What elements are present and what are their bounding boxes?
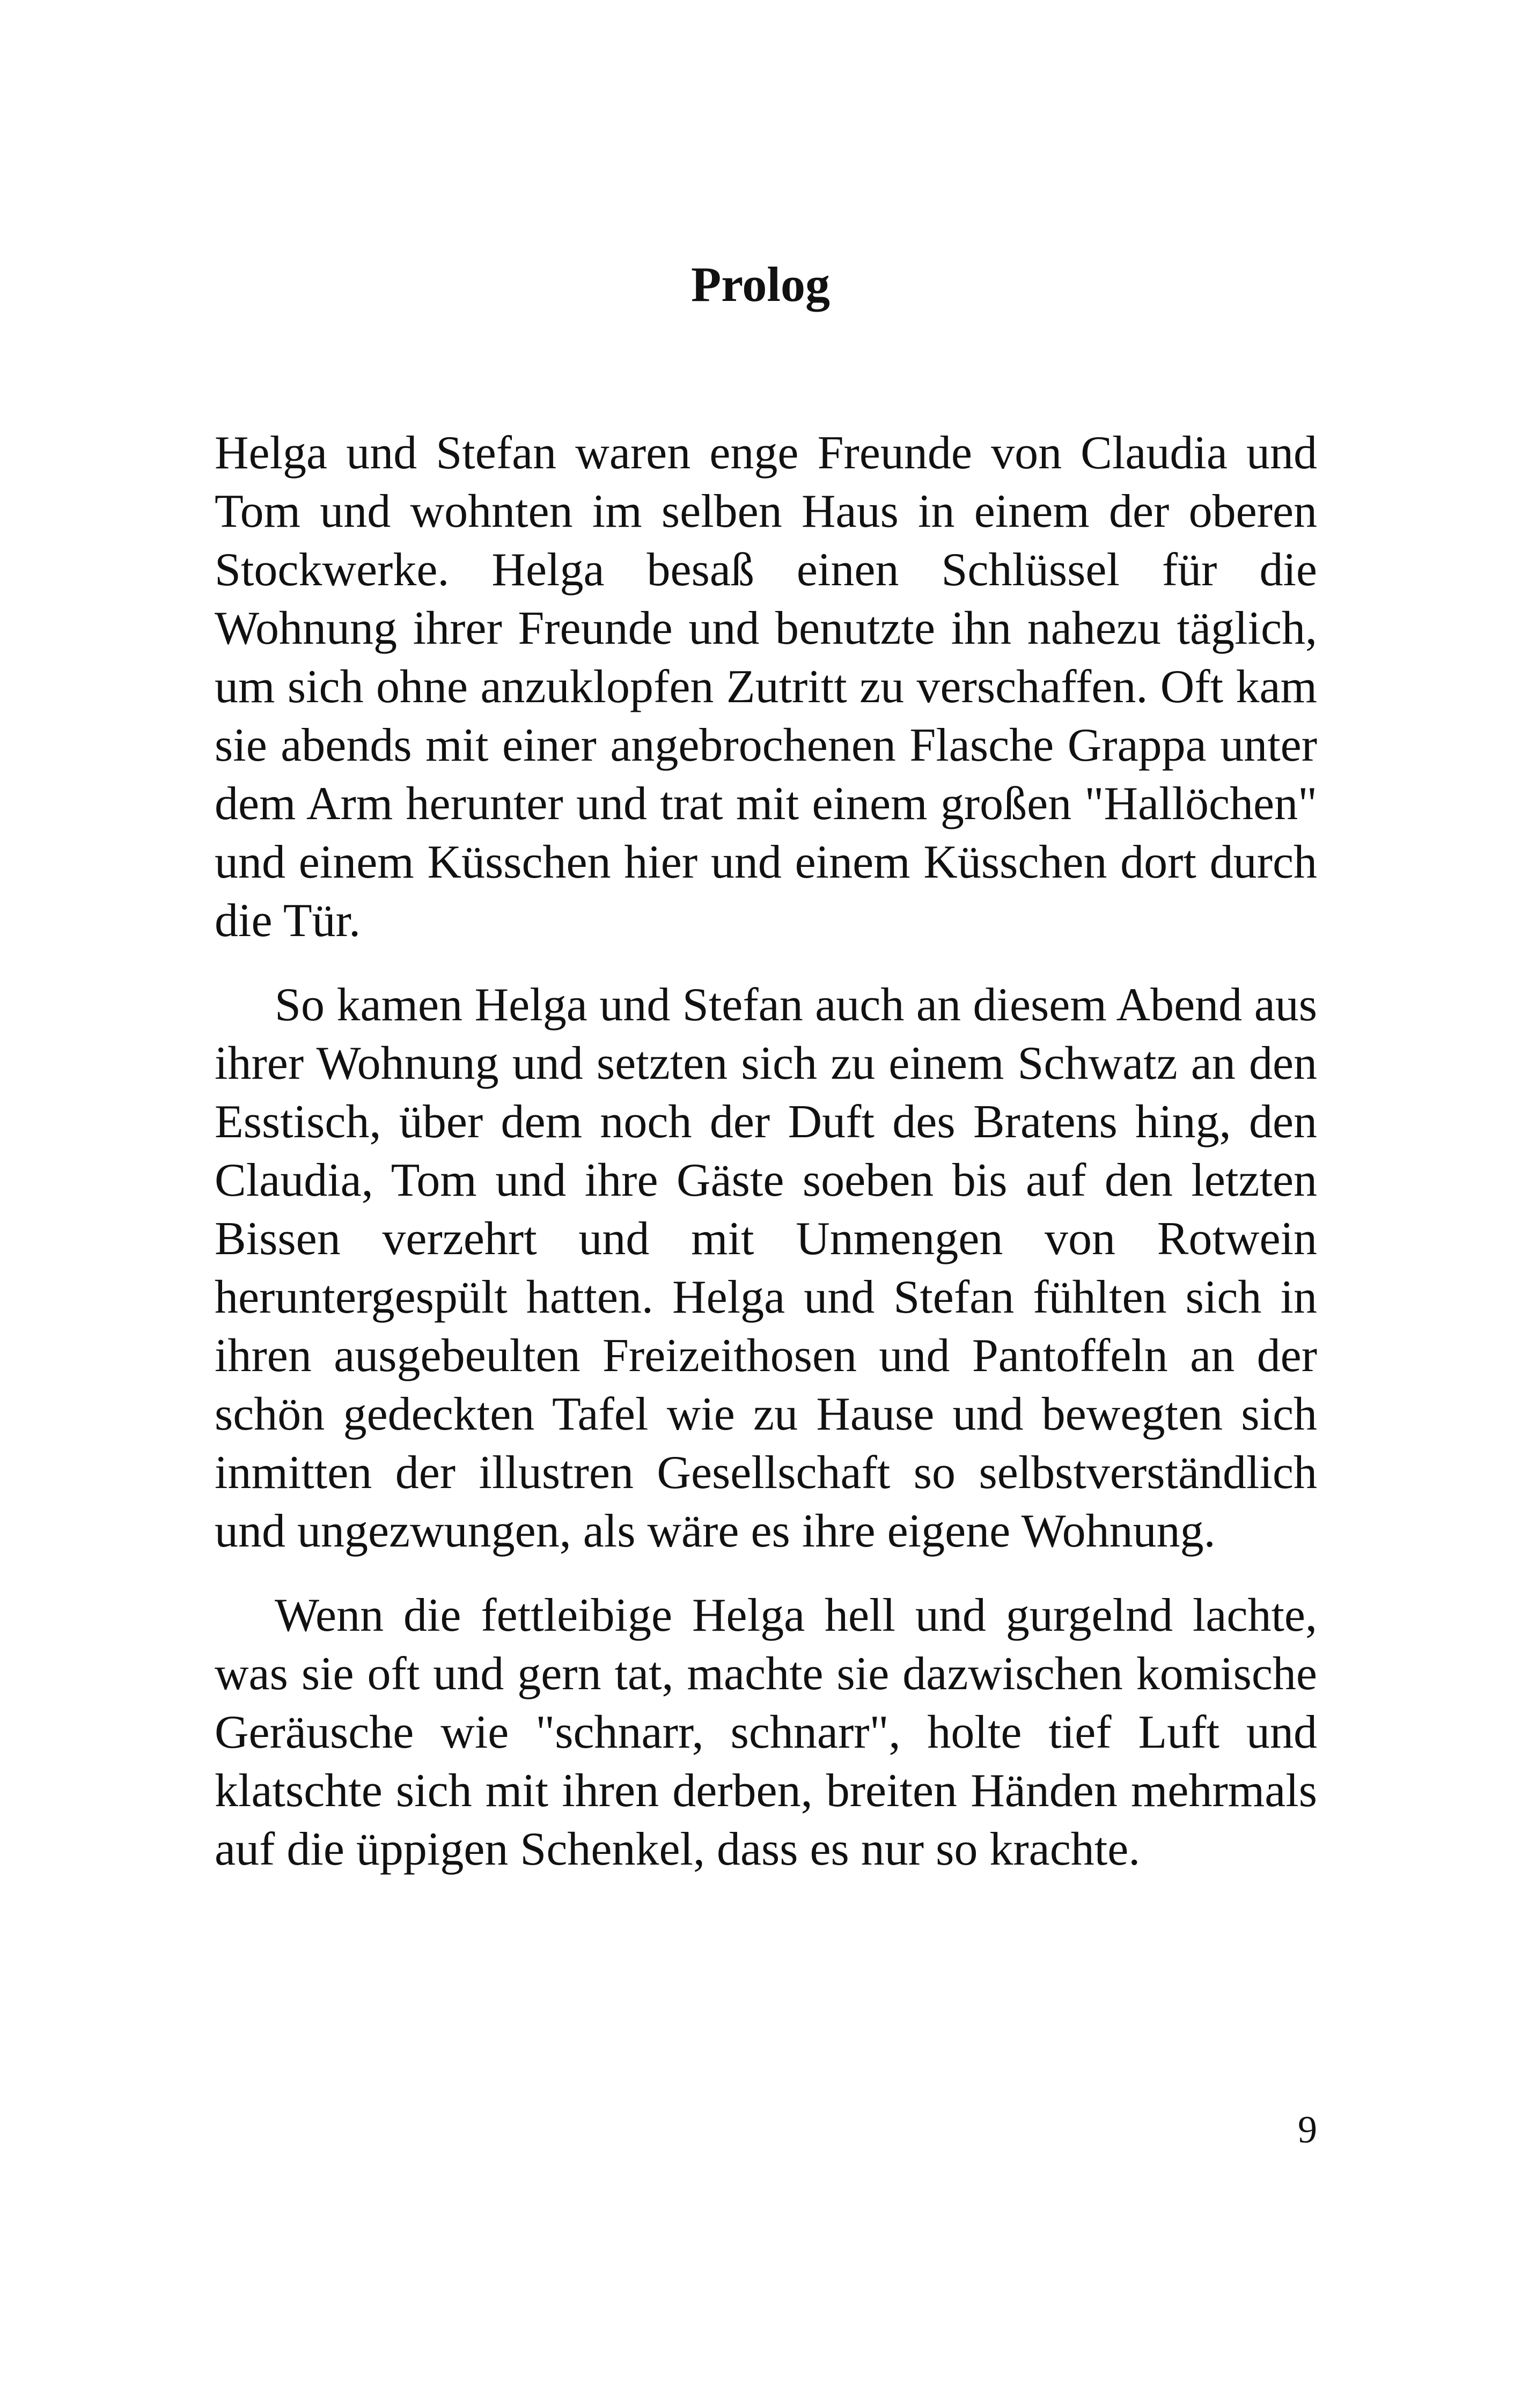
paragraph: So kamen Helga und Stefan auch an diesem Abend aus ihrer Wohnung und setzten sich zu einem Schwatz an den Esstisch, über dem noch der Duft des Bratens hing, den Claudia, Tom und ihre Gäste soeben bis auf den letzten Bissen verzehrt und mit Unmengen von Rotwein heruntergespült hatten. Helga und Stefan fühlten sich in ihren ausgebeulten Freizeithosen und Pantoffeln an der schön gedeckten Tafel wie zu Hause und bewegten sich inmitten der illustren Gesellschaft so selbstverständlich und ungezwungen, als wäre es ihre eigene Wohnung. — [215, 979, 1317, 1557]
page-number: 9 — [1298, 2108, 1317, 2151]
paragraph: Wenn die fettleibige Helga hell und gurgelnd lachte, was sie oft und gern tat, machte sie dazwischen komische Geräusche wie "schnarr, schnarr", holte tief Luft und klatschte sich mit ihren derben, breiten Händen mehrmals auf die üppigen Schenkel, dass es nur so krachte. — [215, 1589, 1317, 1875]
paragraph: Helga und Stefan waren enge Freunde von Claudia und Tom und wohnten im selben Haus in einem der oberen Stockwerke. Helga besaß einen Schlüssel für die Wohnung ihrer Freunde und benutzte ihn nahezu täglich, um sich ohne anzuklopfen Zutritt zu verschaffen. Oft kam sie abends mit einer angebrochenen Flasche Grappa unter dem Arm herunter und trat mit einem großen "Hallöchen" und einem Küsschen hier und einem Küsschen dort durch die Tür. — [215, 427, 1317, 947]
chapter-title: Prolog — [691, 257, 830, 312]
body-text — [215, 424, 1317, 1904]
